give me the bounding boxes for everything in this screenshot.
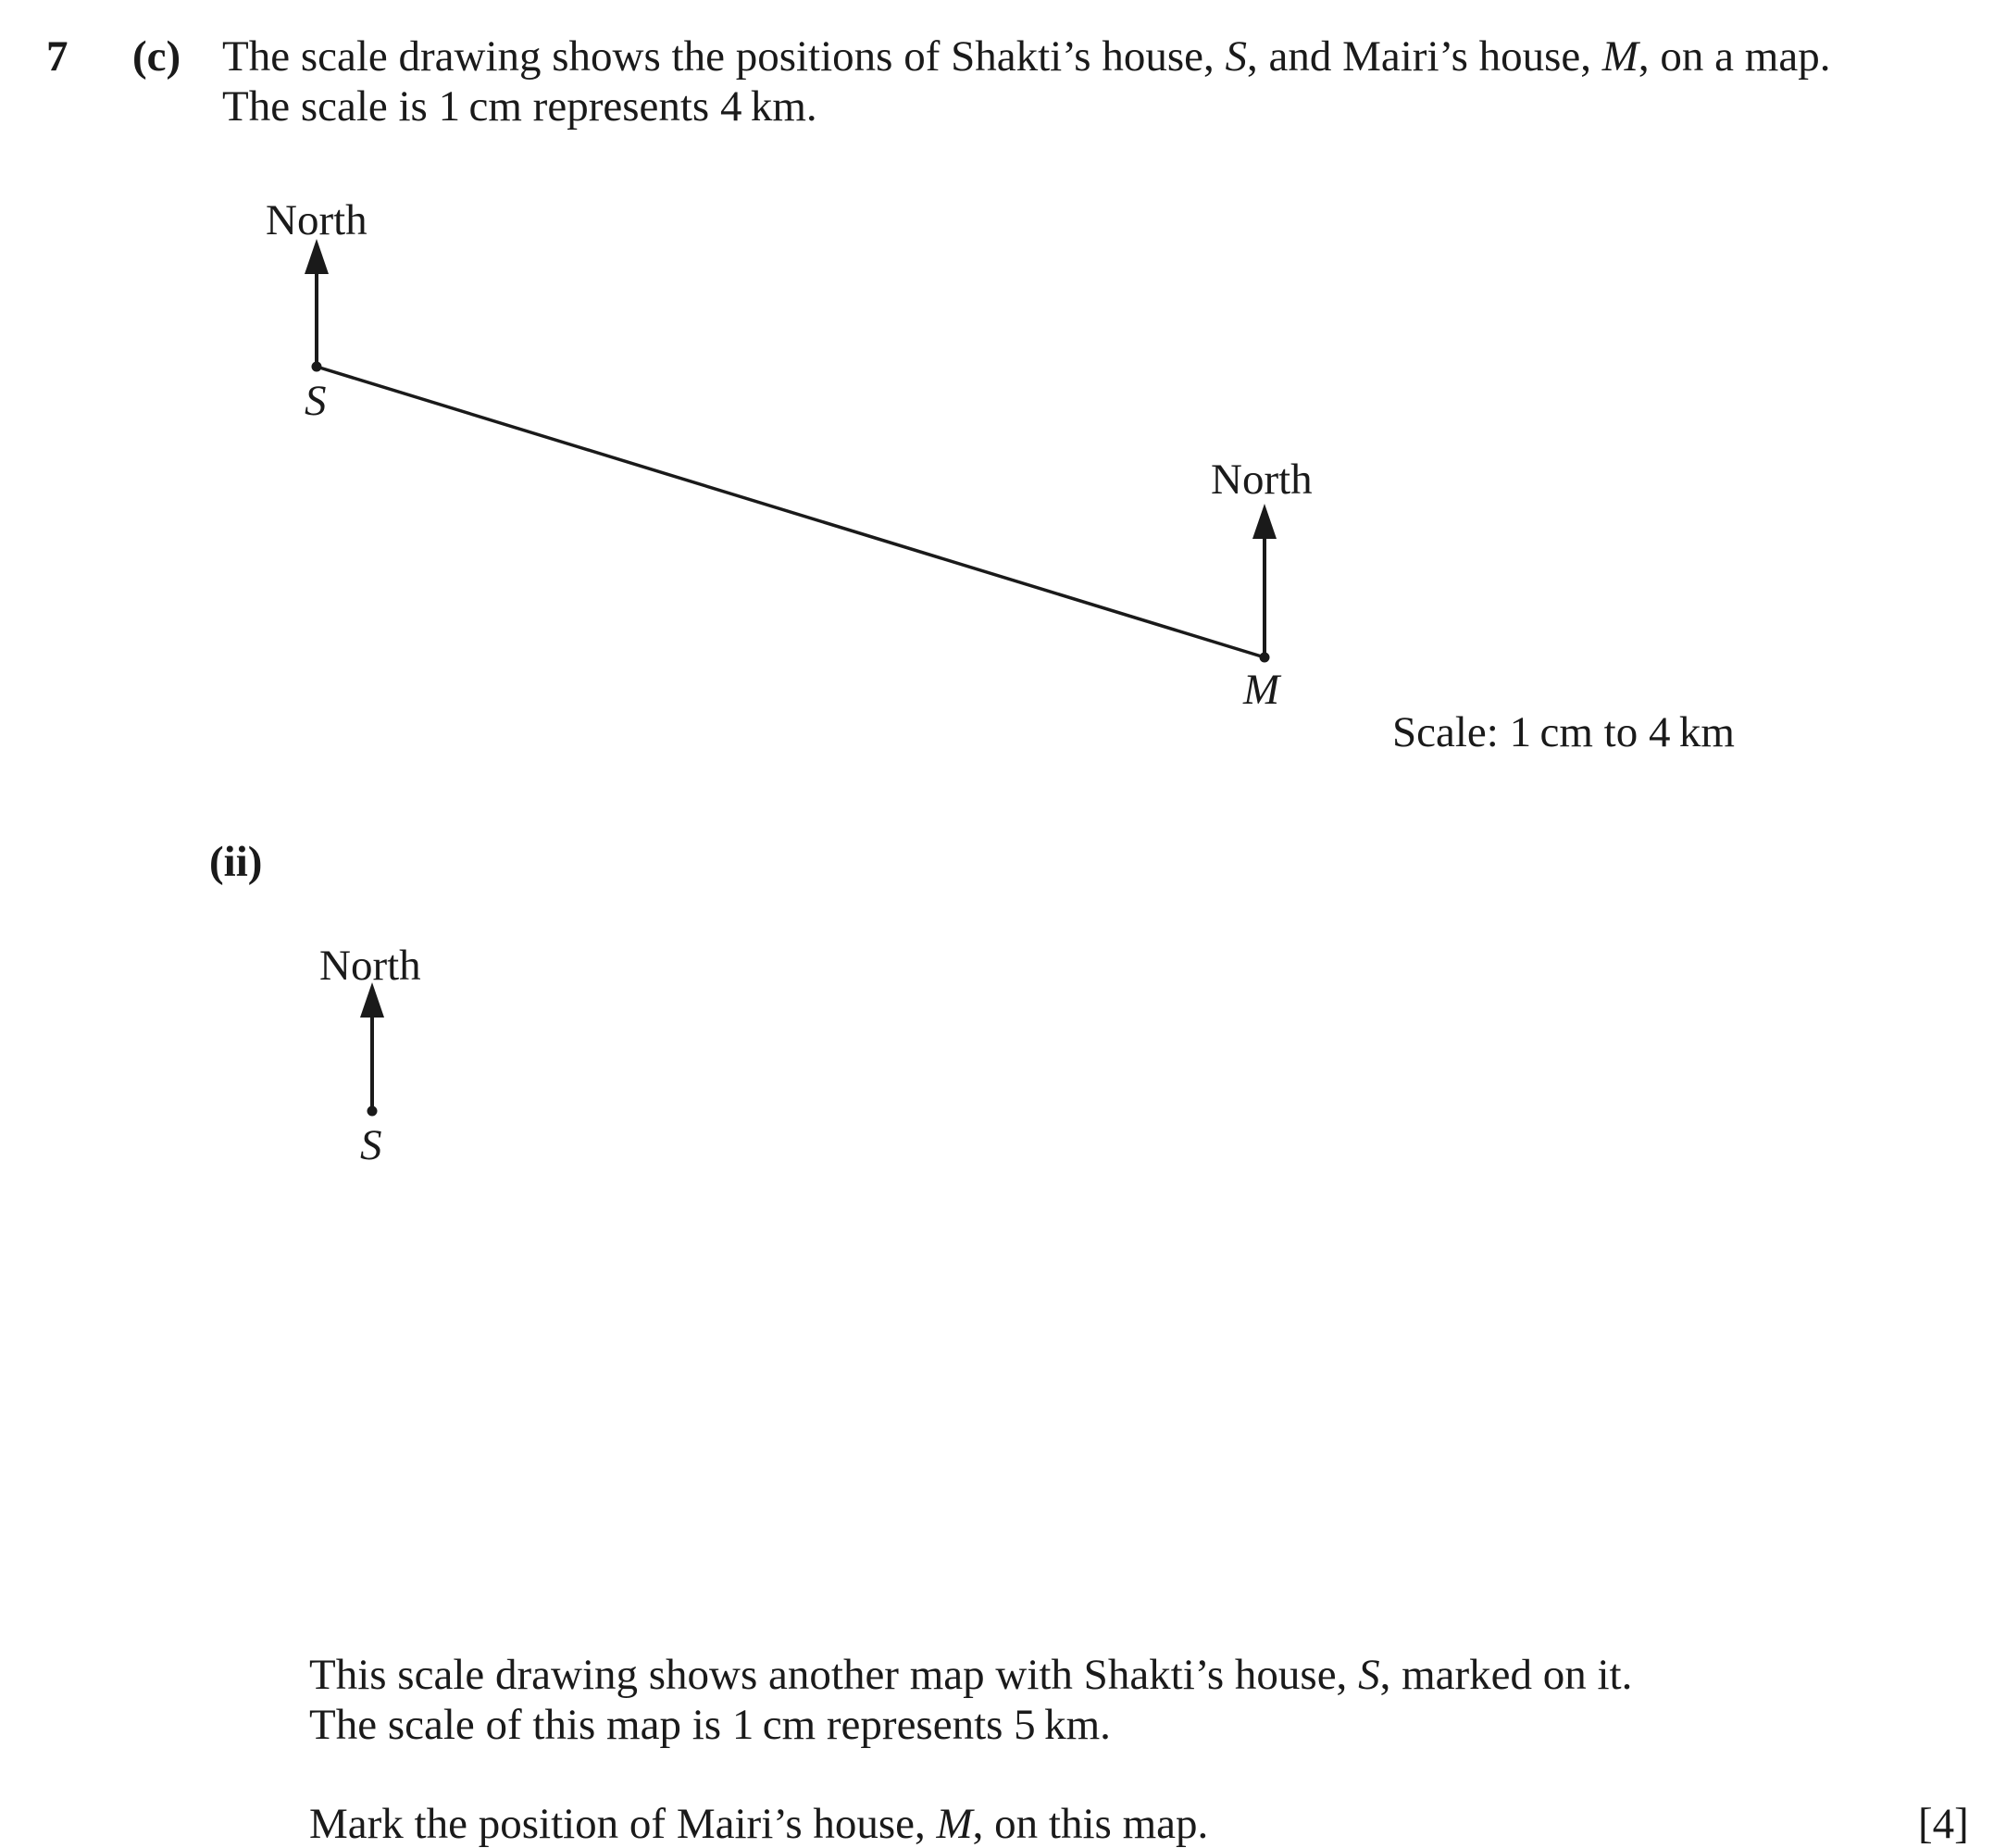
question-intro-line-2: The scale is 1 cm represents 4 km. xyxy=(222,82,817,131)
part-ii-label: (ii) xyxy=(209,838,263,886)
part-ii-text-line-1: This scale drawing shows another map with Shakti’s house, S, marked on it. xyxy=(309,1651,1633,1699)
part-ii-text-line-2: The scale of this map is 1 cm represents 5 km. xyxy=(309,1701,1111,1749)
north-label-s: North xyxy=(266,196,368,244)
line-s-to-m xyxy=(317,367,1265,657)
point-s-dot xyxy=(312,362,322,372)
point-s-dot-map-2 xyxy=(368,1106,378,1117)
question-intro-line-1: The scale drawing shows the positions of Shakti’s house, S, and Mairi’s house, M, on a map. xyxy=(222,32,1831,81)
point-label-s: S xyxy=(305,377,327,425)
question-number: 7 xyxy=(46,32,69,81)
north-label-map-2: North xyxy=(319,942,421,990)
point-m-dot xyxy=(1260,653,1270,663)
part-ii-instruction: Mark the position of Mairi’s house, M, on this map. xyxy=(309,1800,1209,1848)
question-part-label: (c) xyxy=(132,32,181,81)
north-arrow-m xyxy=(1252,504,1277,657)
marks-indicator: [4] xyxy=(1918,1800,1969,1848)
scale-note-map-1: Scale: 1 cm to 4 km xyxy=(1392,708,1735,756)
north-arrow-s xyxy=(305,239,329,367)
north-label-m: North xyxy=(1211,456,1313,504)
north-arrow-s-map-2 xyxy=(360,982,384,1111)
point-label-s-map-2: S xyxy=(360,1121,382,1169)
point-label-m: M xyxy=(1243,666,1280,714)
